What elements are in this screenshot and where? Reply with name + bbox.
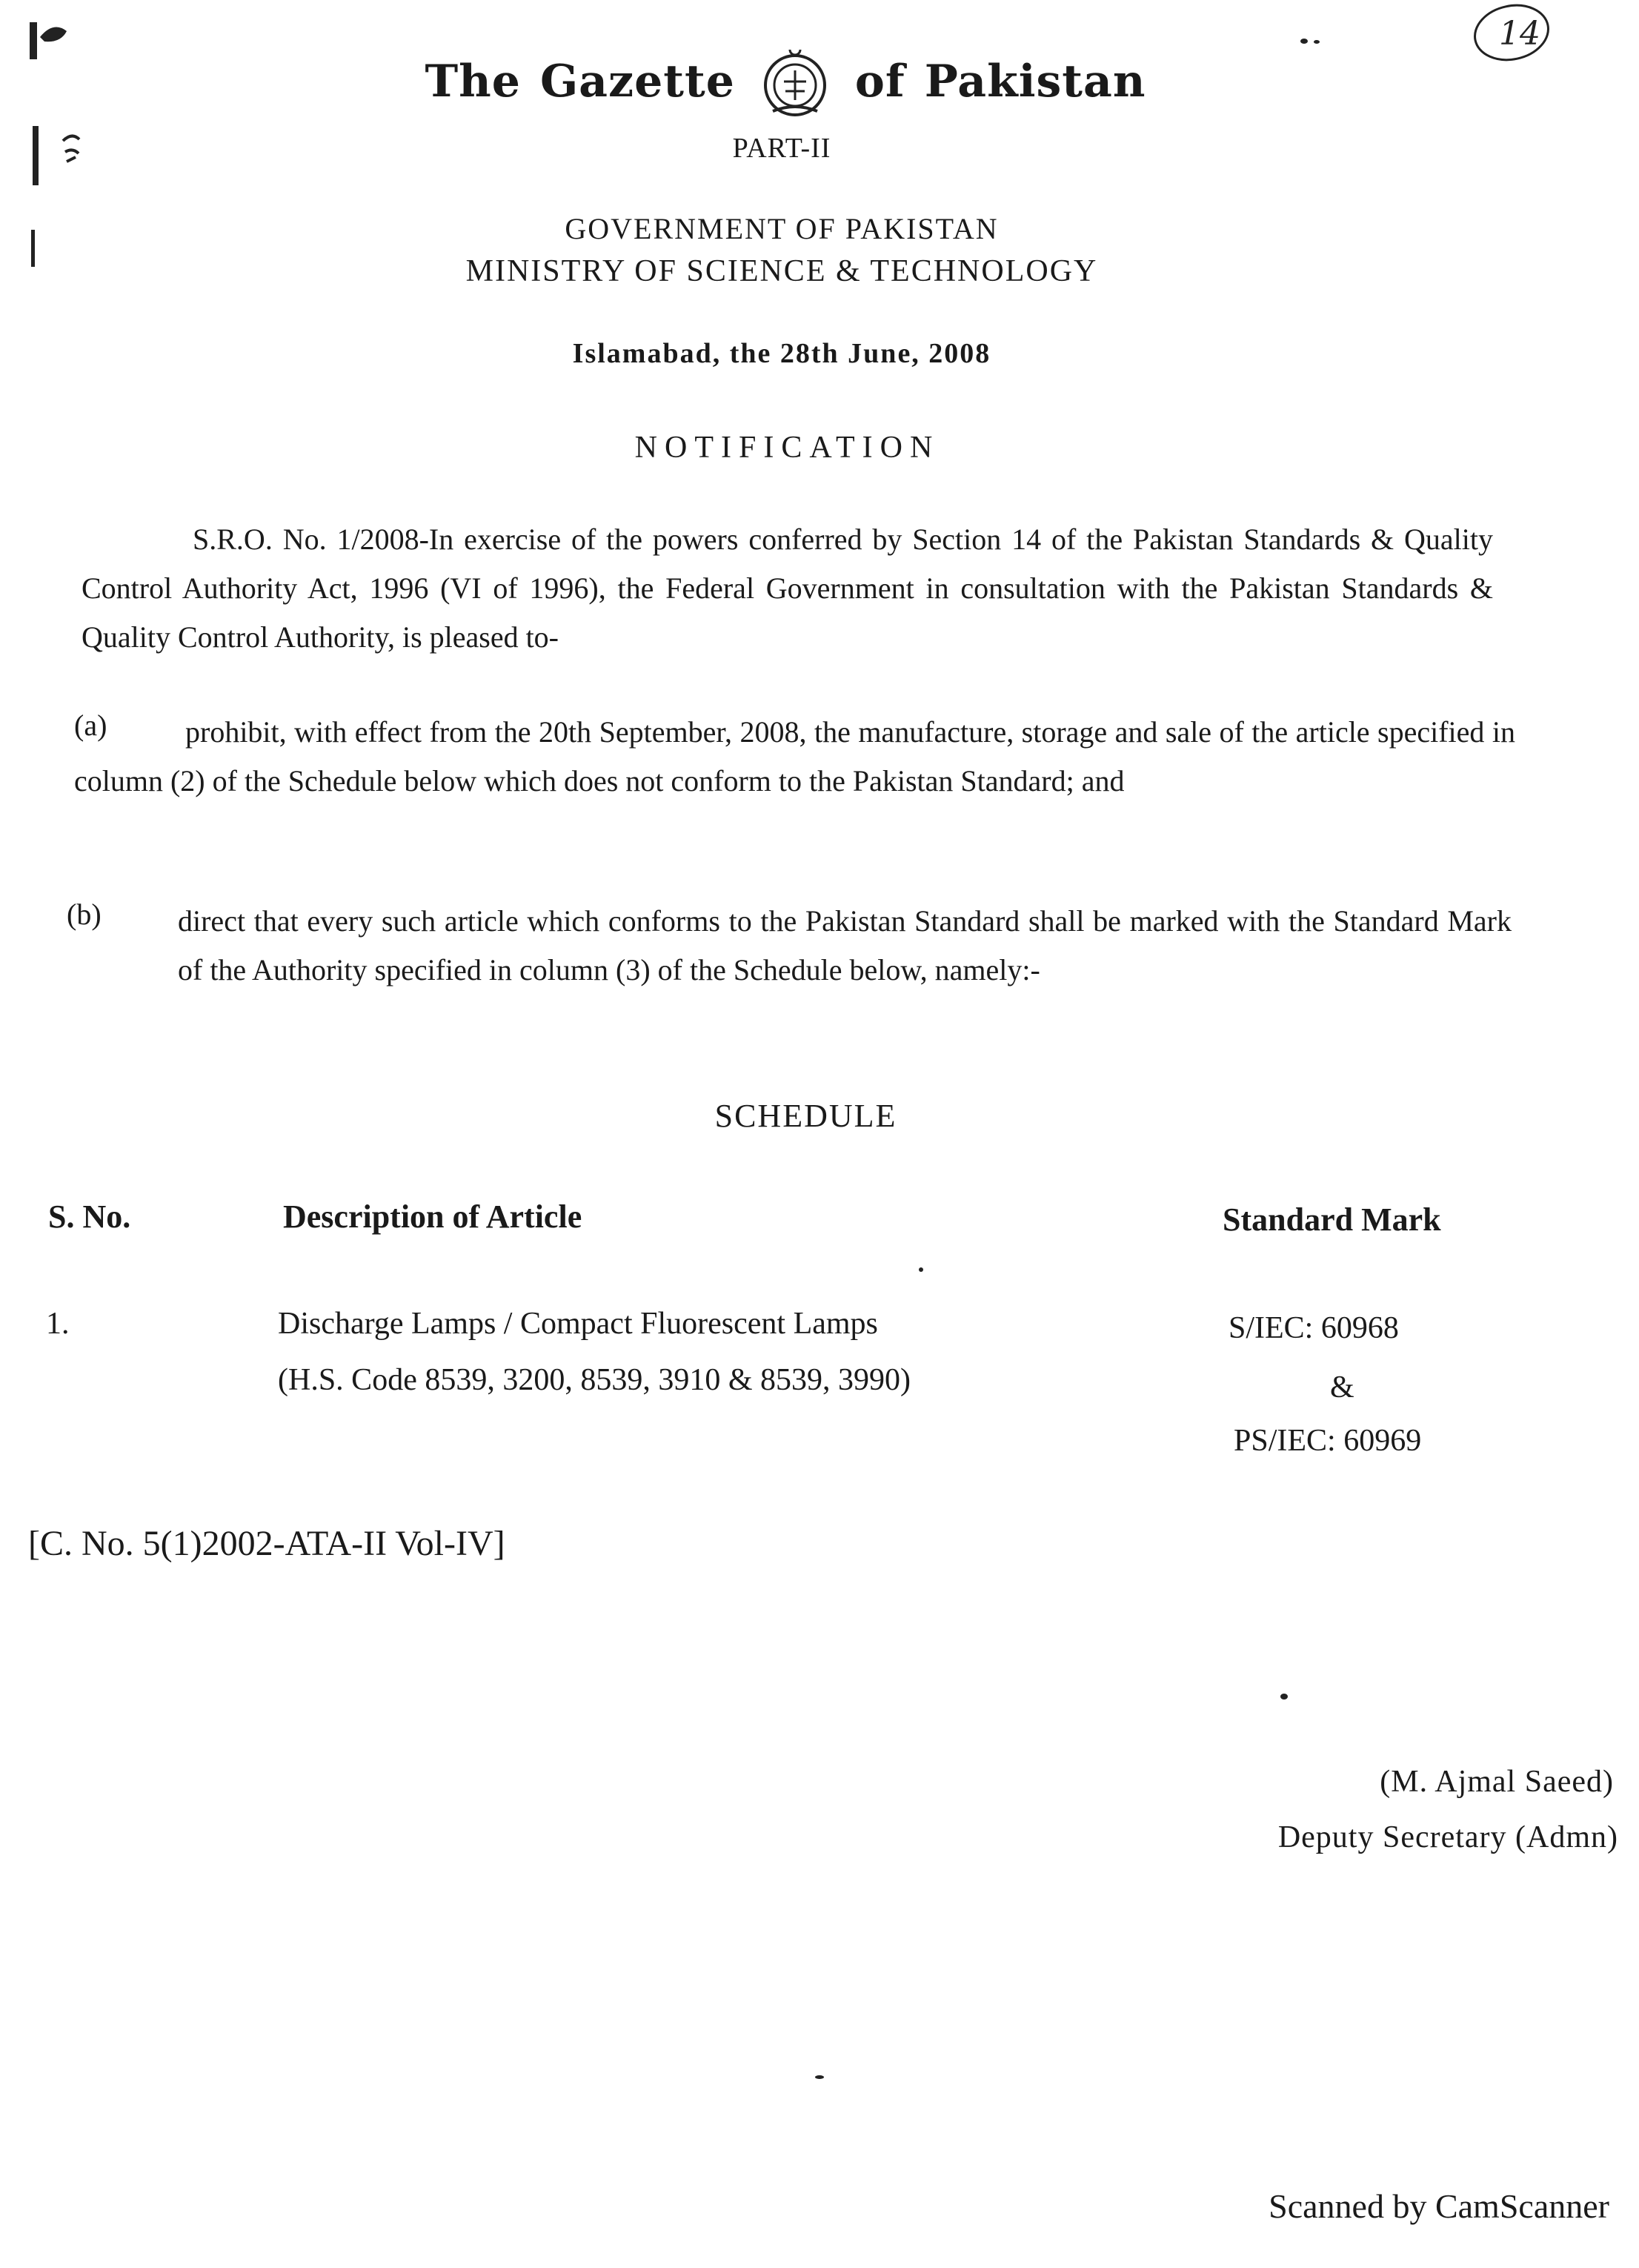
clause-b-label: (b) bbox=[67, 898, 102, 931]
clause-b-text: direct that every such article which conforms to the Pakistan Standard shall be marked with the Standard Mark of the Authority specified in column (3) of the Schedule below, namely:- bbox=[178, 904, 1512, 987]
scan-speck bbox=[919, 1267, 923, 1272]
file-number: [C. No. 5(1)2002-ATA-II Vol-IV] bbox=[28, 1524, 505, 1563]
clause-a-label: (a) bbox=[74, 709, 107, 742]
margin-marks-icon bbox=[22, 15, 104, 267]
signer-title: Deputy Secretary (Admn) bbox=[1277, 1820, 1618, 1854]
row-description-line1: Discharge Lamps / Compact Fluorescent Lamps bbox=[278, 1307, 878, 1341]
scan-speck bbox=[815, 2075, 824, 2079]
date-line: Islamabad, the 28th June, 2008 bbox=[572, 338, 991, 369]
masthead-pakistan: Pakistan bbox=[924, 56, 1146, 107]
clause-a-text: prohibit, with effect from the 20th September, 2008, the manufacture, storage and sale of the article specified in column (2) of the Schedule below which does not conform to the Pakistan Standard; and bbox=[74, 715, 1515, 798]
schedule-title: SCHEDULE bbox=[714, 1098, 897, 1134]
scanner-watermark: Scanned by CamScanner bbox=[1269, 2187, 1609, 2225]
scan-speck bbox=[1280, 1694, 1288, 1700]
column-header-standard-mark: Standard Mark bbox=[1223, 1201, 1441, 1238]
part-label: PART-II bbox=[732, 133, 831, 164]
handwritten-page-number-icon bbox=[1471, 0, 1552, 70]
government-heading: GOVERNMENT OF PAKISTAN bbox=[565, 212, 999, 245]
signer-name: (M. Ajmal Saeed) bbox=[1380, 1765, 1614, 1799]
row-standard-mark-2: PS/IEC: 60969 bbox=[1234, 1424, 1422, 1458]
page-number-text: 14 bbox=[1499, 15, 1540, 53]
column-header-sno: S. No. bbox=[48, 1198, 131, 1235]
notification-title: NOTIFICATION bbox=[634, 431, 940, 465]
row-description-line2: (H.S. Code 8539, 3200, 8539, 3910 & 8539, 3990) bbox=[278, 1363, 911, 1397]
row-serial-number: 1. bbox=[46, 1307, 70, 1341]
masthead-gazette: Gazette bbox=[539, 56, 735, 107]
gazette-masthead bbox=[400, 30, 1171, 133]
scan-speck bbox=[1300, 39, 1308, 44]
ministry-heading: MINISTRY OF SCIENCE & TECHNOLOGY bbox=[465, 254, 1098, 288]
state-emblem-icon bbox=[754, 41, 836, 122]
scan-speck bbox=[1314, 40, 1320, 44]
row-standard-mark-ampersand: & bbox=[1330, 1370, 1354, 1405]
masthead-of: of bbox=[854, 56, 905, 107]
intro-paragraph: S.R.O. No. 1/2008-In exercise of the powers conferred by Section 14 of the Pakistan Standards & Quality Control Authority Act, 1996 (VI of 1996), the Federal Government in consultation with the Pakistan Standards & Quality Control Authority, is pleased to- bbox=[82, 523, 1493, 654]
row-standard-mark-1: S/IEC: 60968 bbox=[1229, 1311, 1399, 1345]
masthead-the: The bbox=[425, 56, 521, 107]
column-header-description: Description of Article bbox=[283, 1198, 582, 1235]
